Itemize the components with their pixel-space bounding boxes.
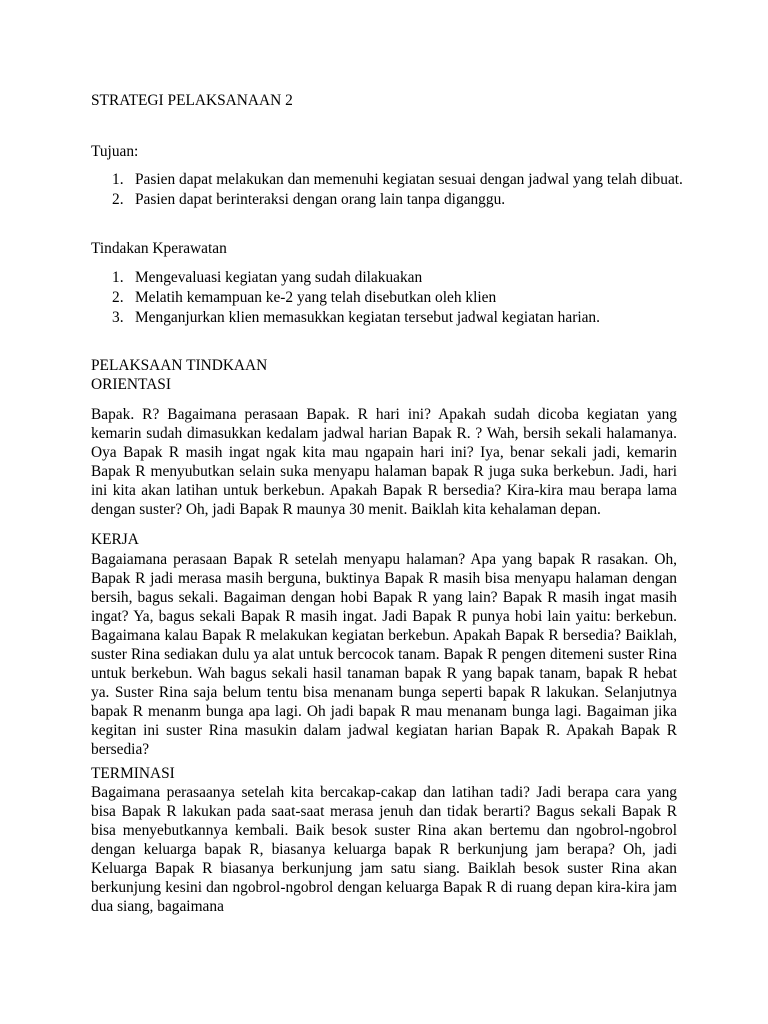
tindakan-label: Tindakan Kperawatan <box>91 240 227 257</box>
kerja-paragraph: Bagaiamana perasaan Bapak R setelah menyapu halaman? Apa yang bapak R rasakan. Oh, Bapak R jadi merasa masih berguna, buktinya Bapak R masih bisa menyapu halaman dengan bersih, bagus sekali. Bagaiman dengan hobi Bapak R yang lain? Bapak R masih ingat masih ingat? Ya, bagus sekali Bapak R masih ingat. Jadi Bapak R punya hobi lain yaitu: berkebun. Bagaimana kalau Bapak R melakukan kegiatan berkebun. Apakah Bapak R bersedia? Baiklah, suster Rina sediakan dulu ya alat untuk bercocok tanam. Bapak R pengen ditemeni suster Rina untuk berkebun. Wah bagus sekali hasil tanaman bapak R yang bapak tanam, bapak R hebat ya. Suster Rina saja belum tentu bisa menanam bunga seperti bapak R lakukan. Selanjutnya bapak R menanm bunga apa lagi. Oh jadi bapak R mau menanam bunga lagi. Bagaiman jika kegitan ini suster Rina masukin dalam jadwal kegiatan harian Bapak R. Apakah Bapak R bersedia? <box>91 551 677 759</box>
list-text: Menganjurkan klien memasukkan kegiatan tersebut jadwal kegiatan harian. <box>135 309 600 326</box>
list-number: 2. <box>112 289 124 306</box>
list-item <box>91 268 600 288</box>
terminasi-heading: TERMINASI <box>91 765 175 782</box>
list-number: 3. <box>112 309 124 326</box>
orientasi-heading: ORIENTASI <box>91 376 171 393</box>
orientasi-paragraph: Bapak. R? Bagaimana perasaan Bapak. R hari ini? Apakah sudah dicoba kegiatan yang kemarin sudah dimasukkan kedalam jadwal harian Bapak R. ? Wah, bersih sekali halamanya. Oya Bapak R masih ingat ngak kita mau ngapain hari ini? Iya, benar sekali jadi, kemarin Bapak R menyubutkan selain suka menyapu halaman bapak R juga suka berkebun. Jadi, hari ini kita akan latihan untuk berkebun. Apakah Bapak R bersedia? Kira-kira mau berapa lama dengan suster? Oh, jadi Bapak R maunya 30 menit. Baiklah kita kehalaman depan. <box>91 406 677 519</box>
list-item <box>91 170 683 190</box>
list-number: 1. <box>112 171 124 188</box>
list-item <box>91 308 600 328</box>
list-text: Mengevaluasi kegiatan yang sudah dilakuakan <box>135 269 423 286</box>
terminasi-paragraph: Bagaimana perasaanya setelah kita bercakap-cakap dan latihan tadi? Jadi berapa cara yang bisa Bapak R lakukan pada saat-saat merasa jenuh dan tidak berarti? Bagus sekali Bapak R bisa menyebutkannya kembali. Baik besok suster Rina akan bertemu dan ngobrol-ngobrol dengan keluarga bapak R, biasanya keluarga bapak R berkunjung jam berapa? Oh, jadi Keluarga Bapak R biasanya berkunjung jam satu siang. Baiklah besok suster Rina akan berkunjung kesini dan ngobrol-ngobrol dengan keluarga Bapak R di ruang depan kira-kira jam dua siang, bagaimana <box>91 784 677 916</box>
tujuan-list <box>91 170 683 210</box>
pelaksanaan-heading: PELAKSAAN TINDKAAN <box>91 357 268 374</box>
list-text: Pasien dapat berinteraksi dengan orang lain tanpa diganggu. <box>135 191 506 208</box>
tujuan-label: Tujuan: <box>91 143 139 160</box>
list-item <box>91 190 683 210</box>
list-text: Melatih kemampuan ke-2 yang telah disebutkan oleh klien <box>135 289 497 306</box>
list-number: 1. <box>112 269 124 286</box>
list-text: Pasien dapat melakukan dan memenuhi kegiatan sesuai dengan jadwal yang telah dibuat. <box>135 171 683 188</box>
document-title: STRATEGI PELAKSANAAN 2 <box>91 92 293 109</box>
tindakan-list <box>91 268 600 328</box>
list-number: 2. <box>112 191 124 208</box>
kerja-heading: KERJA <box>91 531 139 548</box>
list-item <box>91 288 600 308</box>
